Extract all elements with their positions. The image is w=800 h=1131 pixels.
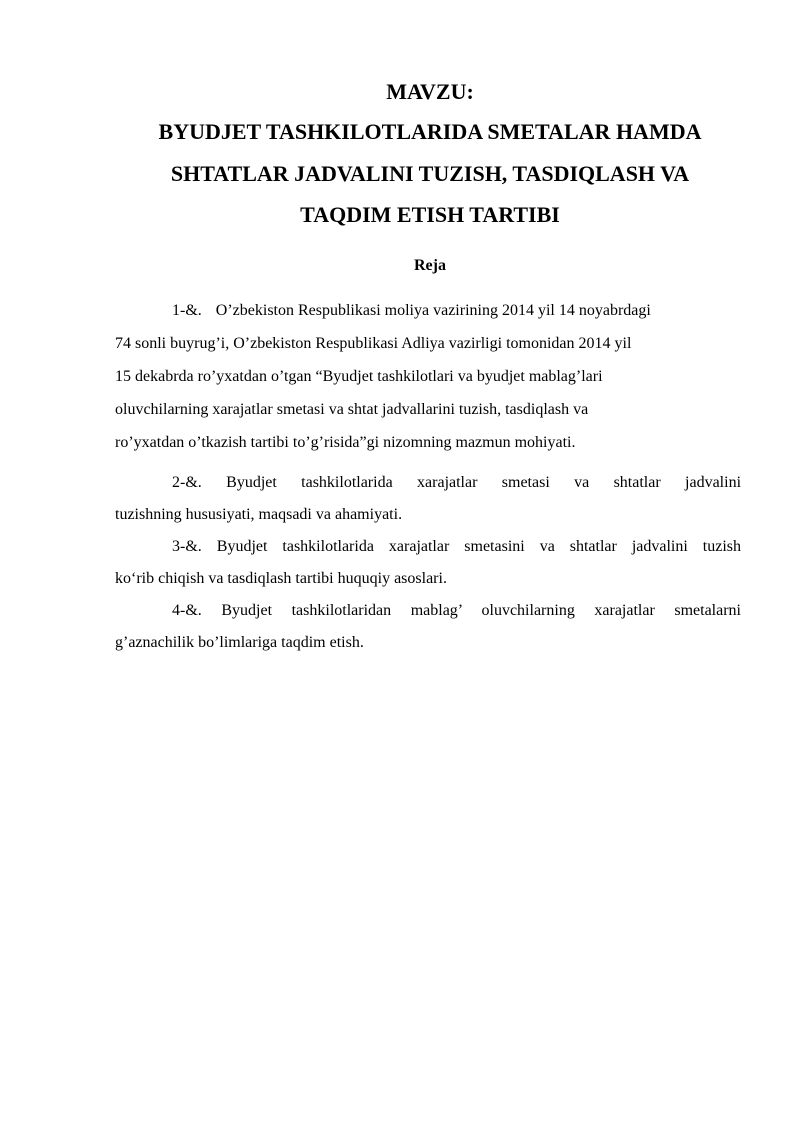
plan-item-3-line-1 [115,531,741,563]
plan-item-2-number: 2-&. [172,474,202,491]
plan-item-2-line-2: tuzishning hususiyati, maqsadi va ahamiyati. [115,506,403,523]
plan-item-4-number: 4-&. [172,602,202,619]
plan-item-1-number: 1-&. [172,302,202,319]
plan-item-1-line-1 [115,294,741,327]
plan-heading: Reja [414,257,446,274]
document-title-line-3: TAQDIM ETISH TARTIBI [300,202,560,227]
document-title-line-2: SHTATLAR JADVALINI TUZISH, TASDIQLASH VA [170,161,690,186]
plan-item-2 [115,467,741,531]
plan-item-2-text-line-1: Byudjet tashkilotlarida xarajatlar smetasi va shtatlar jadvalini [226,474,742,491]
plan-item-3-line-2: ko‘rib chiqish va tasdiqlash tartibi huquqiy asoslari. [115,570,447,587]
plan-item-4 [115,595,741,659]
plan-item-3-text-line-1: Byudjet tashkilotlarida xarajatlar smetasini va shtatlar jadvalini tuzish [216,538,742,555]
plan-item-1-line-3: 15 dekabrda ro’yxatdan o’tgan “Byudjet tashkilotlari va byudjet mablag’lari [115,368,603,385]
plan-item-3 [115,531,741,595]
plan-item-4-line-1 [115,595,741,627]
document-title-line-1: BYUDJET TASHKILOTLARIDA SMETALAR HAMDA [158,119,702,144]
plan-item-4-line-2: g’aznachilik bo’limlariga taqdim etish. [115,634,364,651]
plan-item-2-line-1 [115,467,741,499]
plan-item-1 [115,294,741,459]
plan-item-4-text-line-1: Byudjet tashkilotlaridan mablag’ oluvchilarning xarajatlar smetalarni [221,602,742,619]
topic-label: MAVZU: [386,79,474,104]
plan-item-3-number: 3-&. [172,538,202,555]
plan-item-1-line-2: 74 sonli buyrug’i, O’zbekiston Respublikasi Adliya vazirligi tomonidan 2014 yil [115,335,632,352]
plan-item-1-line-5: ro’yxatdan o’tkazish tartibi to’g’risida”gi nizomning mazmun mohiyati. [115,434,576,451]
plan-item-1-line-4: oluvchilarning xarajatlar smetasi va shtat jadvallarini tuzish, tasdiqlash va [115,401,589,418]
plan-item-1-text-line-1: O’zbekiston Respublikasi moliya vazirining 2014 yil 14 noyabrdagi [215,302,651,319]
